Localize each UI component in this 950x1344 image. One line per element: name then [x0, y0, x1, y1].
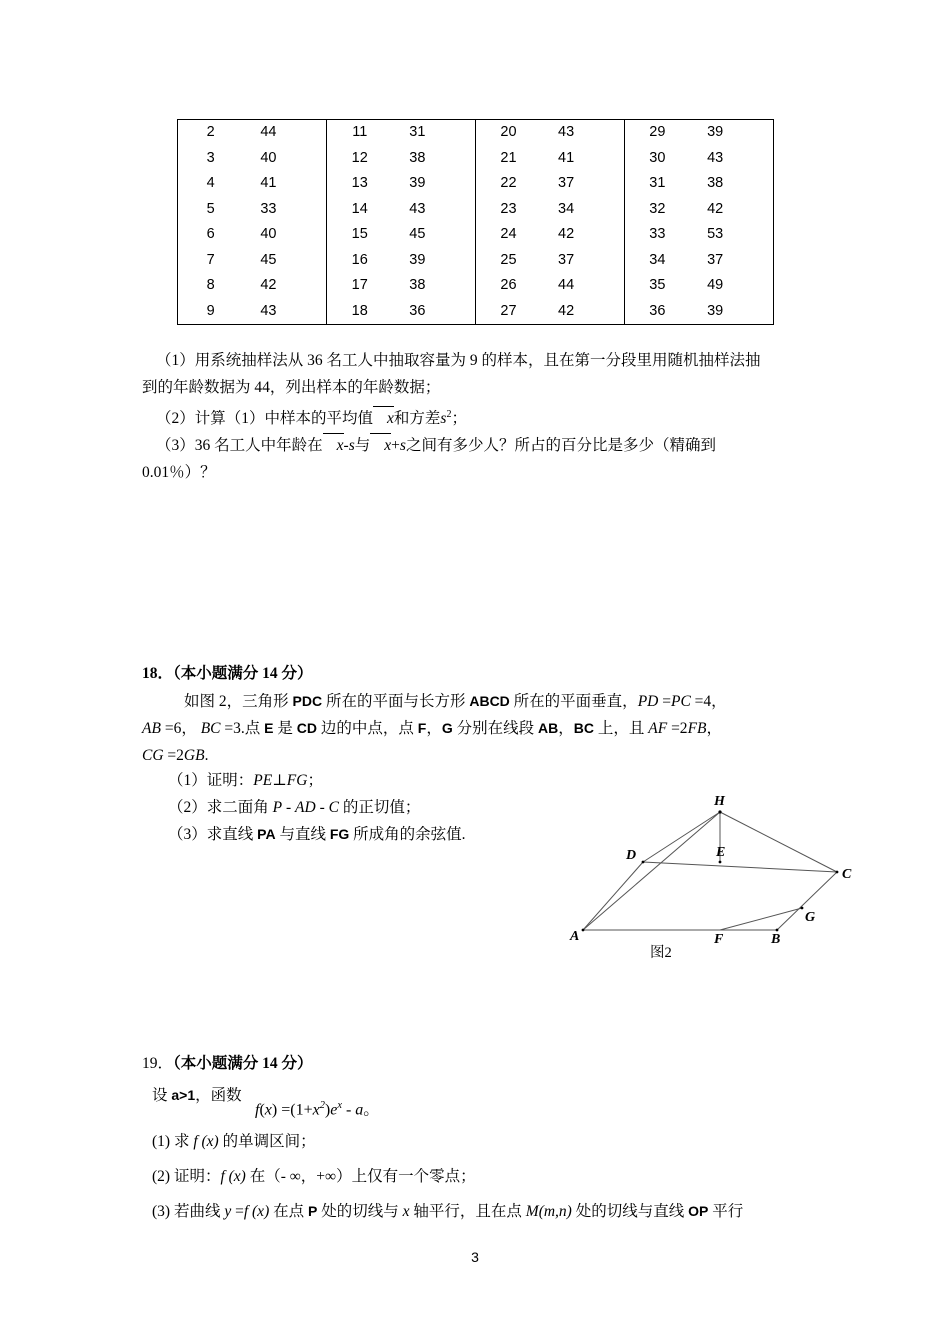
s-symbol: s	[440, 410, 447, 428]
q17-item-2-mid: 和方差	[393, 410, 441, 428]
table-row	[625, 273, 773, 299]
cell-pad	[294, 273, 327, 299]
cell-index: 21	[500, 149, 517, 166]
cell-pad	[294, 197, 327, 223]
table-row	[327, 197, 475, 223]
q19-item-3-eq: =	[231, 1203, 244, 1220]
q18-item-1-suffix: ；	[307, 772, 323, 789]
cell-pad	[740, 299, 773, 325]
cell-age: 44	[558, 277, 575, 293]
cell-pad	[740, 248, 773, 274]
q18-l2-d: 边的中点，点	[317, 720, 418, 737]
table-row	[476, 146, 624, 172]
cell-index: 27	[500, 302, 517, 319]
segment-fg	[720, 908, 802, 930]
cell-index: 35	[649, 277, 666, 293]
cell-age: 42	[260, 277, 277, 293]
q18-item-3-prefix: （3）求直线	[168, 826, 258, 843]
q18-item-3-mid: 与直线	[275, 826, 330, 843]
rect-abcd-label: ABCD	[469, 693, 510, 709]
table-row	[625, 222, 773, 248]
cell-index: 20	[500, 124, 517, 140]
segment-ha	[583, 812, 720, 930]
cell-age: 42	[558, 226, 575, 242]
cell-index: 7	[206, 251, 215, 268]
gb-symbol: GB	[183, 747, 205, 764]
q17-item-3-suffix: 之间有多少人？所占的百分比是多少（精确到	[405, 437, 716, 455]
cell-index: 8	[206, 277, 215, 293]
fg-symbol: FG	[286, 772, 308, 789]
q18-l2-c: 是	[273, 720, 297, 737]
q18-eq-2: =	[690, 693, 704, 710]
q18-score-label: （本小题满分 14 分）	[173, 665, 313, 682]
ab-value: 6	[173, 720, 182, 737]
cell-pad	[591, 248, 624, 274]
line-op-label: OP	[688, 1203, 709, 1219]
q18-l1-d: ，	[711, 693, 727, 710]
q18-item-3	[168, 821, 618, 848]
q18-l2-eq3: =2	[667, 720, 688, 737]
q18-l2-i: ，	[706, 720, 723, 737]
table-row	[327, 273, 475, 299]
vertex-d-dot	[642, 861, 645, 864]
paren-close-2: )	[324, 1101, 331, 1119]
cell-age: 43	[558, 124, 575, 140]
cell-age: 39	[707, 124, 724, 140]
a-symbol: a	[355, 1101, 364, 1119]
cell-index: 13	[351, 175, 368, 191]
q19-item-3-m4: 处的切线与直线	[571, 1203, 689, 1220]
cell-pad	[442, 171, 475, 197]
question-18-body	[142, 688, 822, 769]
cell-pad	[442, 273, 475, 299]
table-row	[178, 146, 326, 172]
q18-item-1	[168, 767, 618, 794]
table-row	[178, 299, 326, 325]
formula-equals: =(1+	[277, 1101, 313, 1119]
label-d: D	[626, 848, 637, 863]
cell-age: 38	[707, 175, 724, 191]
cell-index: 5	[206, 200, 215, 217]
q19-item-3-m3: 轴平行，且在点	[409, 1203, 526, 1220]
q19-item-3-m2: 处的切线与	[317, 1203, 403, 1220]
cell-age: 43	[707, 149, 724, 166]
q18-l2-eq2: =	[220, 720, 234, 737]
cell-age: 38	[409, 149, 426, 166]
table-row	[327, 146, 475, 172]
question-19-formula	[255, 1092, 379, 1123]
x-bar-symbol: x	[323, 432, 344, 459]
cell-age: 43	[260, 302, 277, 319]
q17-item-2-suffix: ；	[451, 410, 468, 428]
segment-cd	[643, 862, 837, 872]
cell-age: 41	[260, 175, 277, 191]
table-row	[327, 299, 475, 325]
cell-age: 37	[558, 175, 575, 191]
cell-index: 32	[649, 200, 666, 217]
cell-index: 9	[206, 302, 215, 319]
fx-symbol: f (x)	[243, 1203, 270, 1220]
fg-label: FG	[329, 826, 350, 842]
cell-index: 36	[649, 302, 666, 319]
label-a: A	[570, 929, 580, 944]
cell-age: 42	[558, 302, 575, 319]
question-18-items	[168, 767, 618, 848]
perpendicular-icon: ⊥	[272, 772, 287, 789]
vertex-c-dot	[836, 871, 839, 874]
table-row	[178, 120, 326, 146]
e-exponent-x: x	[337, 1100, 342, 1111]
cell-age: 33	[260, 200, 277, 217]
cell-age: 40	[260, 149, 277, 166]
table-row	[476, 171, 624, 197]
q18-l2-h: 上，且	[593, 720, 649, 737]
cell-pad	[591, 146, 624, 172]
cell-age: 37	[707, 251, 724, 268]
cell-index: 22	[500, 175, 517, 191]
bc-value: 3	[233, 720, 241, 737]
q18-item-3-suffix: 所成角的余弦值.	[349, 826, 466, 843]
q17-item-1-line-2: 到的年龄数据为 44，列出样本的年龄数据；	[142, 379, 441, 396]
af-symbol: AF	[648, 720, 668, 737]
cell-index: 33	[649, 226, 666, 242]
point-m-coords: (m,n)	[538, 1203, 572, 1220]
cell-age: 36	[409, 302, 426, 319]
label-b: B	[771, 932, 781, 947]
cell-pad	[294, 146, 327, 172]
q18-l3-eq: =2	[163, 747, 184, 764]
q18-item-2-prefix: （2）求二面角	[168, 799, 273, 816]
table-row	[476, 197, 624, 223]
question-19-heading	[142, 1050, 313, 1077]
dash-2: -	[315, 799, 329, 816]
q18-line-2	[142, 715, 822, 742]
label-g: G	[805, 910, 816, 925]
table-row	[625, 171, 773, 197]
table-row	[476, 299, 624, 325]
question-17-items	[142, 347, 822, 486]
segment-da	[583, 862, 643, 930]
cell-pad	[740, 273, 773, 299]
fx-symbol: f (x)	[220, 1168, 246, 1185]
point-g-label: G	[441, 720, 453, 736]
cell-pad	[294, 299, 327, 325]
q18-l1-c: 所在的平面垂直，	[509, 693, 638, 710]
table-row	[625, 299, 773, 325]
cell-index: 15	[351, 226, 368, 242]
q19-lead-b: ，函数	[195, 1087, 242, 1104]
cell-pad	[591, 299, 624, 325]
table-block	[624, 120, 773, 324]
cell-index: 26	[500, 277, 517, 293]
cell-age: 31	[409, 124, 426, 140]
vertex-g-dot	[801, 907, 804, 910]
q18-l2-f2: 分别在线段	[452, 720, 538, 737]
table-row	[178, 222, 326, 248]
fb-symbol: FB	[687, 720, 707, 737]
cell-age: 34	[558, 200, 575, 217]
q19-lead-a: 设	[152, 1087, 172, 1104]
pd-symbol: PD	[637, 693, 659, 710]
cell-pad	[591, 273, 624, 299]
question-19-items	[152, 1128, 852, 1233]
q17-item-3-prefix: （3）36 名工人中年龄在	[156, 437, 323, 455]
q18-item-2-suffix: 的正切值；	[338, 799, 421, 816]
cell-age: 49	[707, 277, 724, 293]
ab-label: AB	[538, 720, 559, 736]
condition-a-gt-1: a>1	[171, 1087, 196, 1103]
x-bar-symbol: x	[373, 405, 394, 432]
cell-index: 2	[206, 124, 215, 140]
paren-close-1: )	[271, 1101, 278, 1119]
fx-symbol: f (x)	[193, 1133, 219, 1150]
cell-age: 37	[558, 251, 575, 268]
formula-minus: -	[341, 1101, 356, 1119]
cell-pad	[740, 197, 773, 223]
ad-symbol: AD	[295, 799, 316, 816]
cell-age: 38	[409, 277, 426, 293]
table-row	[327, 171, 475, 197]
q19-item-2-mid: 在（- ∞，+∞）上仅有一个零点；	[245, 1168, 476, 1185]
pe-symbol: PE	[253, 772, 273, 789]
table-row	[178, 273, 326, 299]
cell-age: 45	[260, 251, 277, 268]
q19-item-1-suffix: 的单调区间；	[218, 1133, 316, 1150]
bc-label: BC	[573, 720, 594, 736]
q18-l3-end: .	[204, 747, 209, 764]
cell-pad	[740, 222, 773, 248]
q18-eq-1: =	[658, 693, 671, 710]
point-e-label: E	[264, 720, 274, 736]
x-symbol: x	[312, 1101, 320, 1119]
cell-pad	[591, 222, 624, 248]
pa-label: PA	[257, 826, 276, 842]
cell-index: 24	[500, 226, 517, 242]
cell-pad	[442, 120, 475, 146]
table-row	[476, 222, 624, 248]
q19-item-1	[152, 1128, 852, 1155]
table-row	[625, 120, 773, 146]
label-h: H	[714, 794, 725, 809]
table-row	[476, 273, 624, 299]
geometry-figure-2	[565, 790, 865, 970]
e-symbol: e	[330, 1101, 338, 1119]
minus-operator: -	[343, 437, 349, 455]
table-block	[327, 120, 476, 324]
q19-item-2-prefix: (2) 证明：	[152, 1168, 221, 1185]
label-f: F	[714, 932, 724, 947]
y-symbol: y	[224, 1203, 232, 1220]
figure-2-caption: 图2	[650, 945, 672, 961]
cell-age: 39	[409, 175, 426, 191]
vertex-b-dot	[776, 929, 779, 932]
q18-l2-b: .点	[240, 720, 265, 737]
q17-item-3-line-2: 0.01％）？	[142, 464, 216, 482]
table-row	[178, 248, 326, 274]
q18-l2-eq1: =	[160, 720, 174, 737]
q18-item-1-prefix: （1）证明：	[168, 772, 254, 789]
vertex-e-dot	[719, 861, 722, 864]
table-row	[178, 197, 326, 223]
x-bar-symbol: x	[370, 432, 391, 459]
cell-pad	[591, 120, 624, 146]
cell-age: 39	[409, 251, 426, 268]
q17-item-1-line-1: （1）用系统抽样法从 36 名工人中抽取容量为 9 的样本，且在第一分段里用随机抽样法抽	[156, 352, 761, 369]
cell-index: 31	[649, 175, 666, 191]
q19-item-3-end: 平行	[708, 1203, 744, 1220]
table-row	[625, 248, 773, 274]
cell-index: 25	[500, 251, 517, 268]
cell-pad	[740, 171, 773, 197]
triangle-pdc-label: PDC	[292, 693, 323, 709]
table-row	[625, 197, 773, 223]
q18-number: 18．	[142, 665, 174, 682]
q18-line-3	[142, 742, 822, 769]
q19-item-2	[152, 1163, 852, 1190]
cell-index: 34	[649, 251, 666, 268]
point-f-label: F	[417, 720, 427, 736]
table-row	[327, 222, 475, 248]
q18-l2-e2: ，	[426, 720, 442, 737]
q19-number: 19．	[142, 1055, 174, 1072]
q18-l1-b: 所在的平面与长方形	[322, 693, 470, 710]
cell-pad	[442, 248, 475, 274]
cell-index: 4	[206, 175, 215, 191]
table-row	[178, 171, 326, 197]
cell-age: 43	[409, 200, 426, 217]
dash-1: -	[282, 799, 296, 816]
q18-item-2	[168, 794, 618, 821]
plus-operator: +	[391, 437, 400, 455]
segment-hd	[643, 812, 720, 862]
formula-terminator: 。	[363, 1101, 380, 1119]
question-18-heading	[142, 660, 313, 687]
pc-symbol: PC	[670, 693, 691, 710]
pd-pc-value: 4	[703, 693, 712, 710]
cell-pad	[294, 222, 327, 248]
question-19-lead	[152, 1082, 242, 1109]
table-row	[476, 120, 624, 146]
q17-item-2-prefix: （2）计算（1）中样本的平均值	[156, 410, 374, 428]
page-number: 3	[471, 1249, 479, 1265]
label-c: C	[842, 867, 852, 882]
cell-index: 30	[649, 149, 666, 166]
figure-2-svg	[565, 790, 865, 970]
cell-pad	[294, 171, 327, 197]
point-m-symbol: M	[525, 1203, 539, 1220]
cell-age: 44	[260, 124, 277, 140]
cell-index: 17	[351, 277, 368, 293]
q19-item-1-prefix: (1) 求	[152, 1133, 194, 1150]
table-row	[327, 120, 475, 146]
point-p-symbol: P	[272, 799, 283, 816]
ab-symbol: AB	[142, 720, 161, 737]
cell-pad	[442, 299, 475, 325]
cell-pad	[294, 120, 327, 146]
cell-index: 3	[206, 149, 215, 166]
q19-score-label: （本小题满分 14 分）	[173, 1055, 313, 1072]
cell-age: 39	[707, 302, 724, 319]
point-c-symbol: C	[328, 799, 339, 816]
q19-item-3-prefix: (3) 若曲线	[152, 1203, 225, 1220]
x-exponent-2: 2	[319, 1100, 325, 1111]
cell-pad	[442, 222, 475, 248]
cell-index: 16	[351, 251, 368, 268]
vertex-a-dot	[582, 929, 585, 932]
label-e: E	[716, 845, 726, 860]
cell-index: 18	[351, 302, 368, 319]
cell-pad	[294, 248, 327, 274]
cell-index: 14	[351, 200, 368, 217]
worker-age-table	[177, 119, 774, 325]
cell-pad	[442, 197, 475, 223]
q18-l2-a: ，	[181, 720, 201, 737]
bc-symbol: BC	[200, 720, 221, 737]
cell-index: 23	[500, 200, 517, 217]
q18-line-1	[142, 688, 822, 715]
cell-index: 29	[649, 124, 666, 140]
table-row	[476, 248, 624, 274]
table-block	[476, 120, 625, 324]
cell-index: 6	[206, 226, 215, 242]
q18-l2-g2: ，	[558, 720, 574, 737]
cell-age: 40	[260, 226, 277, 242]
q17-item-3	[142, 432, 822, 459]
cell-pad	[591, 197, 624, 223]
cell-pad	[591, 171, 624, 197]
s-exponent: 2	[446, 409, 452, 420]
cd-label: CD	[296, 720, 317, 736]
cell-age: 42	[707, 200, 724, 217]
cell-index: 12	[351, 149, 368, 166]
cell-age: 53	[707, 226, 724, 242]
s-symbol: s	[348, 437, 355, 455]
x-symbol: x	[264, 1101, 272, 1119]
table-row	[625, 146, 773, 172]
table-row	[327, 248, 475, 274]
cell-age: 45	[409, 226, 426, 242]
s-symbol: s	[399, 437, 406, 455]
cg-symbol: CG	[142, 747, 164, 764]
cell-index: 11	[352, 124, 368, 140]
cell-age: 41	[558, 149, 575, 166]
cell-pad	[740, 120, 773, 146]
q19-item-3-m1: 在点	[269, 1203, 308, 1220]
paren-open-1: (	[259, 1101, 265, 1119]
q18-l1-a: 如图 2，三角形	[184, 693, 293, 710]
q19-item-3	[152, 1198, 852, 1225]
segment-hc	[720, 812, 837, 872]
cell-pad	[740, 146, 773, 172]
q17-item-3-mid: 与	[354, 437, 371, 455]
x-axis-symbol: x	[402, 1203, 410, 1220]
q17-item-2	[142, 401, 822, 432]
f-symbol: f	[255, 1101, 260, 1119]
table-block	[178, 120, 327, 324]
vertex-h-dot	[718, 810, 721, 813]
cell-pad	[442, 146, 475, 172]
point-p-label: P	[308, 1203, 318, 1219]
